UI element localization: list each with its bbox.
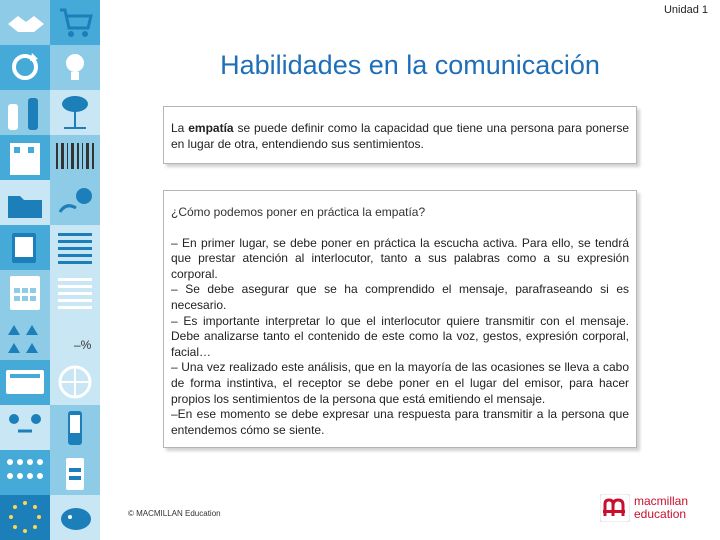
building-icon bbox=[0, 135, 50, 180]
shapes-grid-icon bbox=[0, 315, 50, 360]
definition-prefix: La bbox=[171, 121, 189, 135]
decorative-icon-sidebar bbox=[0, 0, 100, 540]
globe-icon bbox=[50, 360, 100, 405]
question-box bbox=[163, 190, 637, 448]
logo-line-2: education bbox=[634, 507, 687, 521]
answer-point: – Se debe asegurar que se ha comprendido el mensaje, parafraseando si es necesario. bbox=[171, 282, 629, 312]
macmillan-logo bbox=[600, 492, 710, 524]
definition-keyword: empatía bbox=[188, 121, 234, 135]
battery-icon bbox=[50, 450, 100, 495]
folder-icon bbox=[0, 180, 50, 225]
question-text: ¿Cómo podemos poner en práctica la empatía? bbox=[171, 205, 426, 219]
answer-points bbox=[171, 236, 629, 439]
barcode-icon bbox=[50, 135, 100, 180]
lightbulb-icon bbox=[50, 45, 100, 90]
answer-point: –En ese momento se debe expresar una respuesta para transmitir a la persona que entendemos cómo se siente. bbox=[171, 407, 629, 437]
slide-title: Habilidades en la comunicación bbox=[220, 50, 600, 80]
cloud-network-icon bbox=[50, 90, 100, 135]
answer-point: – Es importante interpretar lo que el interlocutor quiere transmitir con el mensaje. Debe analizarse tanto el contenido de este como la voz, gestos, expresión corporal, facial… bbox=[171, 313, 629, 359]
arrows-cycle-icon bbox=[0, 45, 50, 90]
handshake-icon bbox=[0, 0, 50, 45]
phone-icon bbox=[50, 405, 100, 450]
unit-label: Unidad 1 bbox=[663, 4, 708, 16]
answer-point: – Una vez realizado este análisis, que en la mayoría de las ocasiones se lleva a cabo de forma instintiva, el receptor se debe poner en el lugar del emisor, para hacer propios los sentimientos de la persona que está emitiendo el mensaje. bbox=[171, 360, 629, 406]
percent-tag-icon bbox=[50, 315, 100, 360]
answer-point: – En primer lugar, se debe poner en práctica la escucha activa. Para ello, se tendrá que prestar atención al interlocutor, tanto a sus palabras como a su expresión corporal. bbox=[171, 235, 629, 281]
crowd-grid-icon bbox=[0, 450, 50, 495]
svg-text:–%: –% bbox=[74, 338, 92, 352]
tablet-pen-icon bbox=[0, 225, 50, 270]
shopping-cart-icon bbox=[50, 0, 100, 45]
lined-list-icon bbox=[50, 270, 100, 315]
people-arrows-icon bbox=[0, 405, 50, 450]
euro-stars-icon bbox=[0, 495, 50, 540]
calculator-icon bbox=[0, 270, 50, 315]
definition-box bbox=[163, 106, 637, 164]
copyright-notice: © MACMILLAN Education bbox=[128, 509, 221, 518]
definition-rest: se puede definir como la capacidad que tiene una persona para ponerse en lugar de otra, entendiendo sus sentimientos. bbox=[171, 121, 629, 151]
currency-exchange-icon bbox=[50, 180, 100, 225]
monitor-icon bbox=[0, 360, 50, 405]
document-lines-icon bbox=[50, 225, 100, 270]
logo-line-1: macmillan bbox=[634, 494, 689, 508]
people-bottles-icon bbox=[0, 90, 50, 135]
definition-text bbox=[171, 121, 629, 152]
piggy-bank-icon bbox=[50, 495, 100, 540]
macmillan-logo-mark-icon bbox=[600, 494, 630, 522]
